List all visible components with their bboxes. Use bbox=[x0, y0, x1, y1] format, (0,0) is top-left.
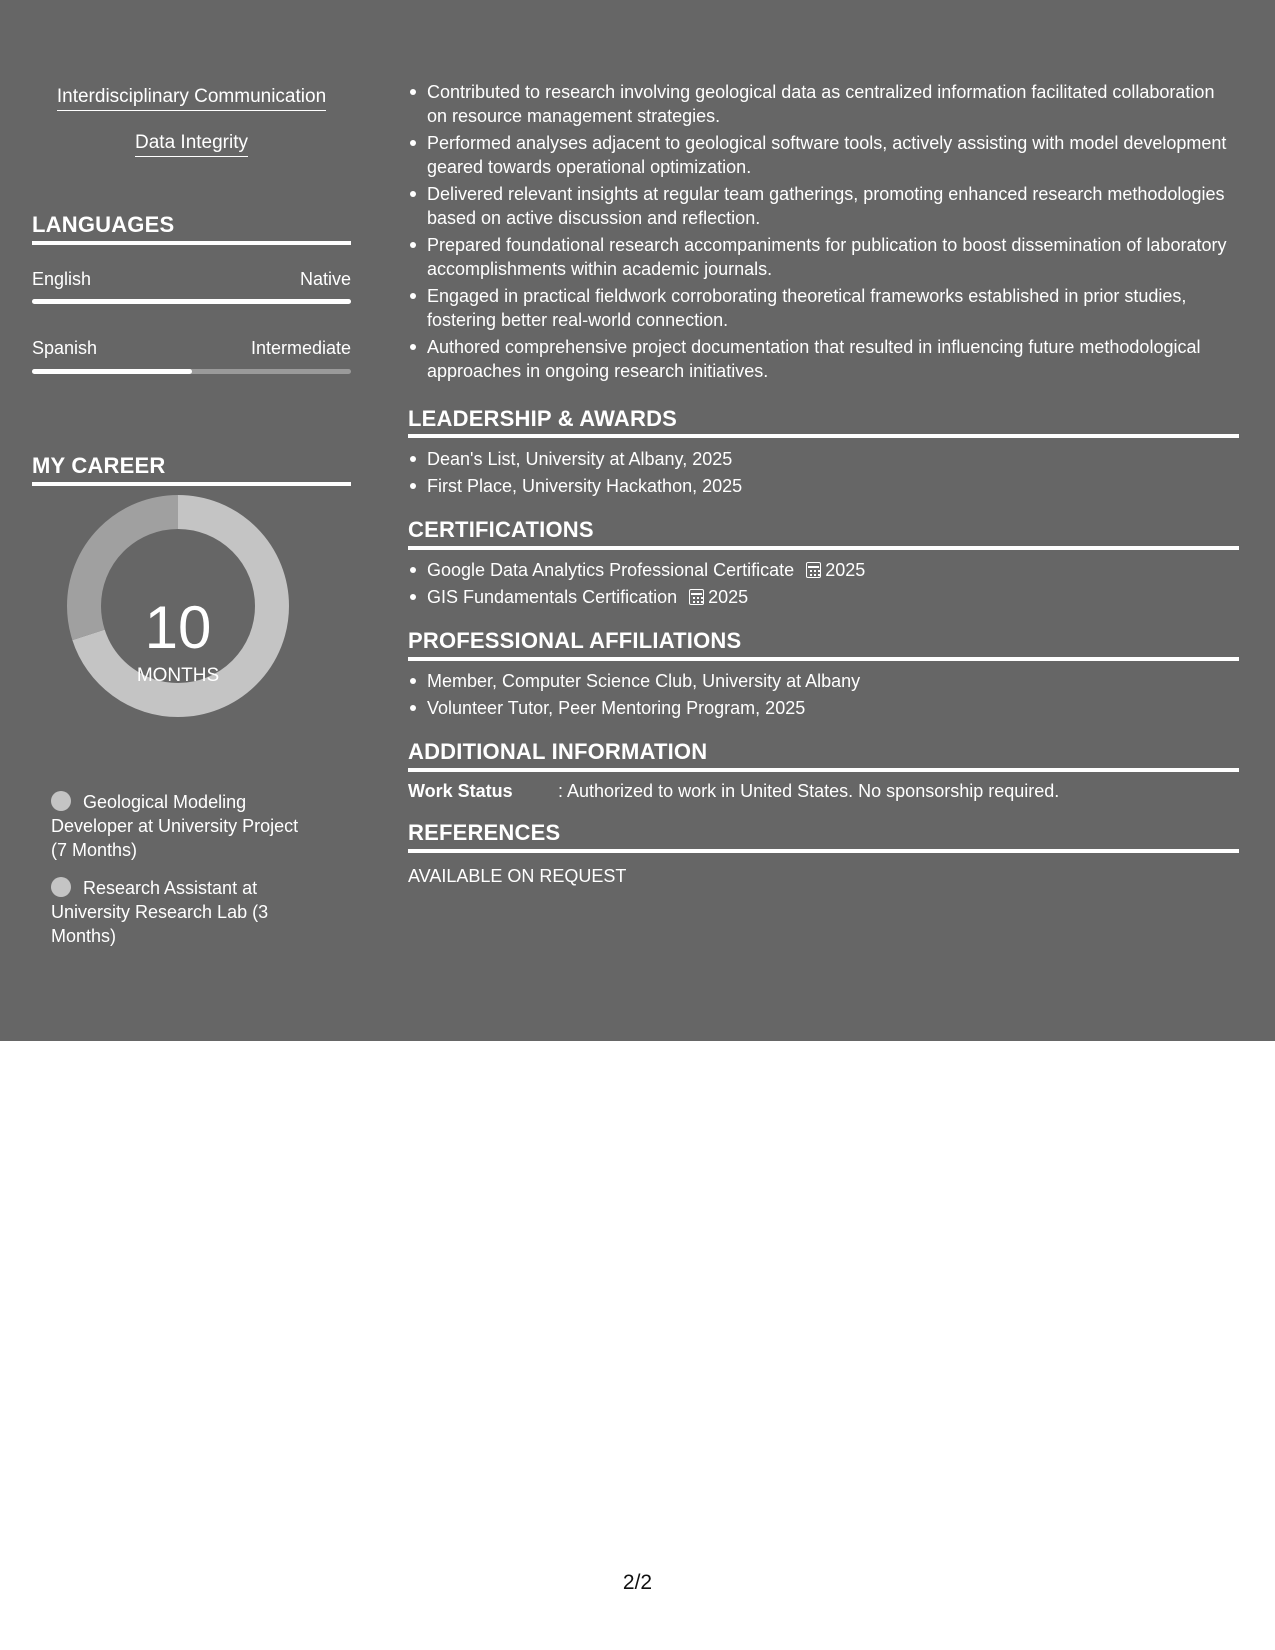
list-item bbox=[408, 585, 1239, 609]
career-legend-label: Geological Modeling Developer at University Project (7 Months) bbox=[51, 792, 299, 860]
languages-divider bbox=[32, 241, 351, 245]
skill-label: Data Integrity bbox=[135, 132, 248, 157]
languages-heading: LANGUAGES bbox=[32, 212, 175, 237]
affiliations-divider bbox=[408, 657, 1239, 661]
certification-year: 2025 bbox=[825, 560, 866, 580]
legend-dot-icon bbox=[51, 791, 71, 811]
list-item: First Place, University Hackathon, 2025 bbox=[408, 474, 1239, 498]
calendar-icon bbox=[806, 562, 821, 578]
list-item: Delivered relevant insights at regular team gatherings, promoting enhanced research methodologies based on active discussion and reflection. bbox=[408, 182, 1239, 230]
leadership-list bbox=[408, 447, 1239, 498]
career-legend-item bbox=[51, 790, 316, 862]
references-heading: REFERENCES bbox=[408, 820, 561, 845]
list-item bbox=[408, 558, 1239, 582]
skill-item bbox=[32, 86, 351, 111]
language-level: Native bbox=[299, 269, 351, 289]
certifications-divider bbox=[408, 546, 1239, 550]
additional-info-divider bbox=[408, 768, 1239, 772]
list-item: Volunteer Tutor, Peer Mentoring Program, 2025 bbox=[408, 696, 1239, 720]
list-item: Performed analyses adjacent to geological software tools, actively assisting with model development geared towards operational optimization. bbox=[408, 131, 1239, 179]
certification-name: Google Data Analytics Professional Certificate bbox=[427, 560, 795, 580]
language-level: Intermediate bbox=[250, 338, 351, 358]
list-item: Member, Computer Science Club, University at Albany bbox=[408, 669, 1239, 693]
work-status-value: : Authorized to work in United States. No sponsorship required. bbox=[558, 781, 1060, 801]
legend-dot-icon bbox=[51, 877, 71, 897]
certifications-list bbox=[408, 558, 1239, 609]
list-item: Authored comprehensive project documentation that resulted in influencing future methodological approaches in ongoing research initiatives. bbox=[408, 335, 1239, 383]
language-proficiency-bar bbox=[32, 369, 351, 374]
affiliations-list bbox=[408, 669, 1239, 720]
language-row-spanish bbox=[32, 337, 351, 359]
list-item: Prepared foundational research accompaniments for publication to boost dissemination of laboratory accomplishments within academic journals. bbox=[408, 233, 1239, 281]
language-proficiency-fill bbox=[32, 299, 351, 304]
work-status-label: Work Status bbox=[408, 781, 513, 801]
language-proficiency-bar bbox=[32, 299, 351, 304]
language-proficiency-fill bbox=[32, 369, 192, 374]
list-item: Engaged in practical fieldwork corroborating theoretical frameworks established in prior studies, fostering better real-world connection. bbox=[408, 284, 1239, 332]
language-name: Spanish bbox=[32, 338, 98, 358]
work-status-row bbox=[408, 779, 1059, 803]
certification-name: GIS Fundamentals Certification bbox=[427, 587, 678, 607]
career-legend-item bbox=[51, 876, 316, 948]
career-total-value: 10 bbox=[144, 594, 212, 661]
career-total-unit: MONTHS bbox=[136, 665, 220, 686]
list-item: Dean's List, University at Albany, 2025 bbox=[408, 447, 1239, 471]
list-item: Contributed to research involving geological data as centralized information facilitated collaboration on resource management strategies. bbox=[408, 80, 1239, 128]
leadership-divider bbox=[408, 434, 1239, 438]
skill-label: Interdisciplinary Communication bbox=[57, 86, 326, 111]
certifications-heading: CERTIFICATIONS bbox=[408, 517, 594, 542]
affiliations-heading: PROFESSIONAL AFFILIATIONS bbox=[408, 628, 742, 653]
skill-item bbox=[32, 132, 351, 157]
career-legend-label: Research Assistant at University Research Lab (3 Months) bbox=[51, 878, 269, 946]
experience-bullet-list bbox=[408, 80, 1239, 383]
references-divider bbox=[408, 849, 1239, 853]
career-divider bbox=[32, 482, 351, 486]
additional-info-heading: ADDITIONAL INFORMATION bbox=[408, 739, 708, 764]
language-row-english bbox=[32, 268, 351, 290]
leadership-heading: LEADERSHIP & AWARDS bbox=[408, 406, 678, 431]
page-number: 2/2 bbox=[622, 1571, 653, 1594]
career-heading: MY CAREER bbox=[32, 453, 166, 478]
references-text: AVAILABLE ON REQUEST bbox=[408, 866, 627, 886]
language-name: English bbox=[32, 269, 92, 289]
calendar-icon bbox=[689, 589, 704, 605]
certification-year: 2025 bbox=[708, 587, 749, 607]
